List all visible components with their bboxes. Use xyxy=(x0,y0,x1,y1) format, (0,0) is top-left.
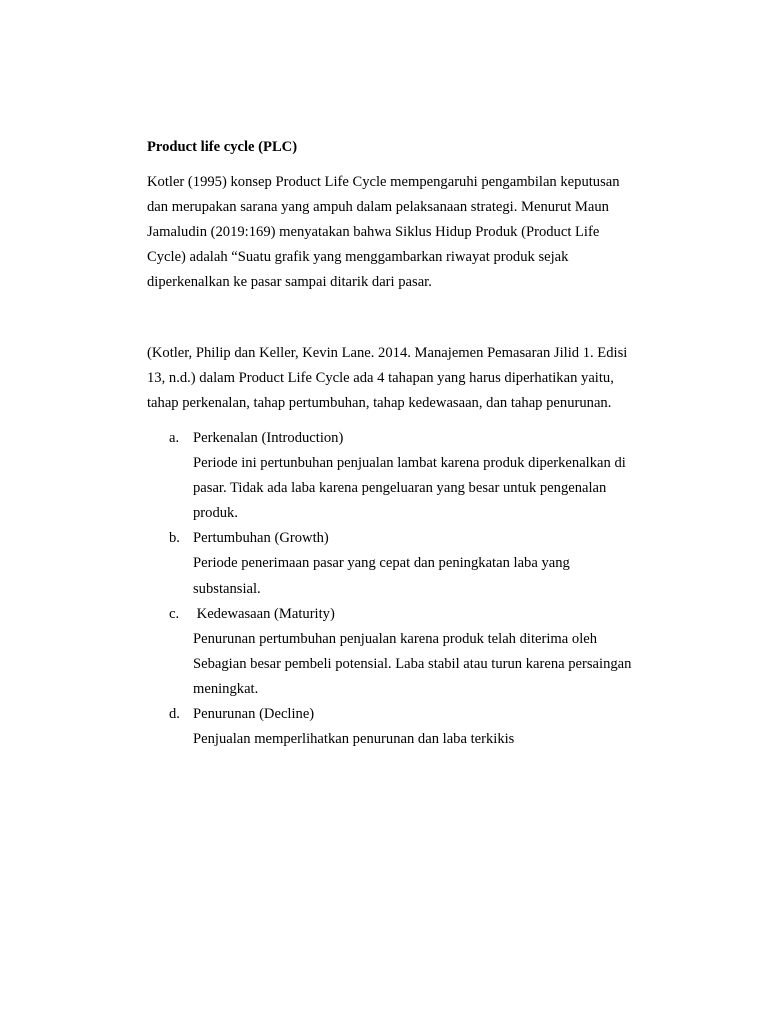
list-item-title: Penurunan (Decline) xyxy=(193,706,315,723)
stages-list xyxy=(147,429,687,755)
list-item-header xyxy=(147,705,687,730)
paragraph-line: Kotler (1995) konsep Product Life Cycle mempengaruhi pengambilan keputusan xyxy=(147,174,620,190)
paragraph-plc-stages xyxy=(147,344,687,419)
paragraph-line: 13, n.d.) dalam Product Life Cycle ada 4 tahapan yang harus diperhatikan yaitu, xyxy=(147,370,614,387)
list-item-text: Sebagian besar pembeli potensial. Laba stabil atau turun karena persaingan xyxy=(193,655,632,672)
list-item xyxy=(147,705,687,755)
list-item-text: meningkat. xyxy=(193,680,259,697)
list-item-text: produk. xyxy=(193,505,238,522)
paragraph-plc-definition xyxy=(147,173,687,298)
list-item-text: Penurunan pertumbuhan penjualan karena produk telah diterima oleh xyxy=(193,630,598,647)
list-item xyxy=(147,429,687,529)
paragraph-line: diperkenalkan ke pasar sampai ditarik dari pasar. xyxy=(147,274,432,291)
list-item-text: Penjualan memperlihatkan penurunan dan laba terkikis xyxy=(193,731,515,748)
paragraph-line: dan merupakan sarana yang ampuh dalam pelaksanaan strategi. Menurut Maun xyxy=(147,199,609,216)
paragraph-line: (Kotler, Philip dan Keller, Kevin Lane. 2014. Manajemen Pemasaran Jilid 1. Edisi xyxy=(147,345,628,361)
list-item-text: Periode ini pertunbuhan penjualan lambat karena produk diperkenalkan di xyxy=(193,455,626,472)
list-marker: d. xyxy=(169,706,180,723)
list-item-text: Periode penerimaan pasar yang cepat dan peningkatan laba yang xyxy=(193,555,570,572)
list-item-header xyxy=(147,429,687,454)
list-marker: b. xyxy=(169,530,180,547)
list-marker: c. xyxy=(169,605,180,622)
list-item-header xyxy=(147,529,687,554)
list-item-text: pasar. Tidak ada laba karena pengeluaran yang besar untuk pengenalan xyxy=(193,480,607,497)
list-marker: a. xyxy=(169,430,180,446)
list-item-header xyxy=(147,605,687,630)
section-heading: Product life cycle (PLC) xyxy=(147,139,298,155)
list-item-text: substansial. xyxy=(193,580,261,597)
list-item-title: Kedewasaan (Maturity) xyxy=(193,605,335,622)
list-item-title: Pertumbuhan (Growth) xyxy=(193,530,329,547)
paragraph-line: Jamaludin (2019:169) menyatakan bahwa Siklus Hidup Produk (Product Life xyxy=(147,224,600,241)
list-item-title: Perkenalan (Introduction) xyxy=(193,430,344,446)
paragraph-line: Cycle) adalah “Suatu grafik yang menggambarkan riwayat produk sejak xyxy=(147,249,569,266)
paragraph-line: tahap perkenalan, tahap pertumbuhan, tahap kedewasaan, dan tahap penurunan. xyxy=(147,395,612,412)
list-item xyxy=(147,605,687,705)
list-item xyxy=(147,529,687,604)
